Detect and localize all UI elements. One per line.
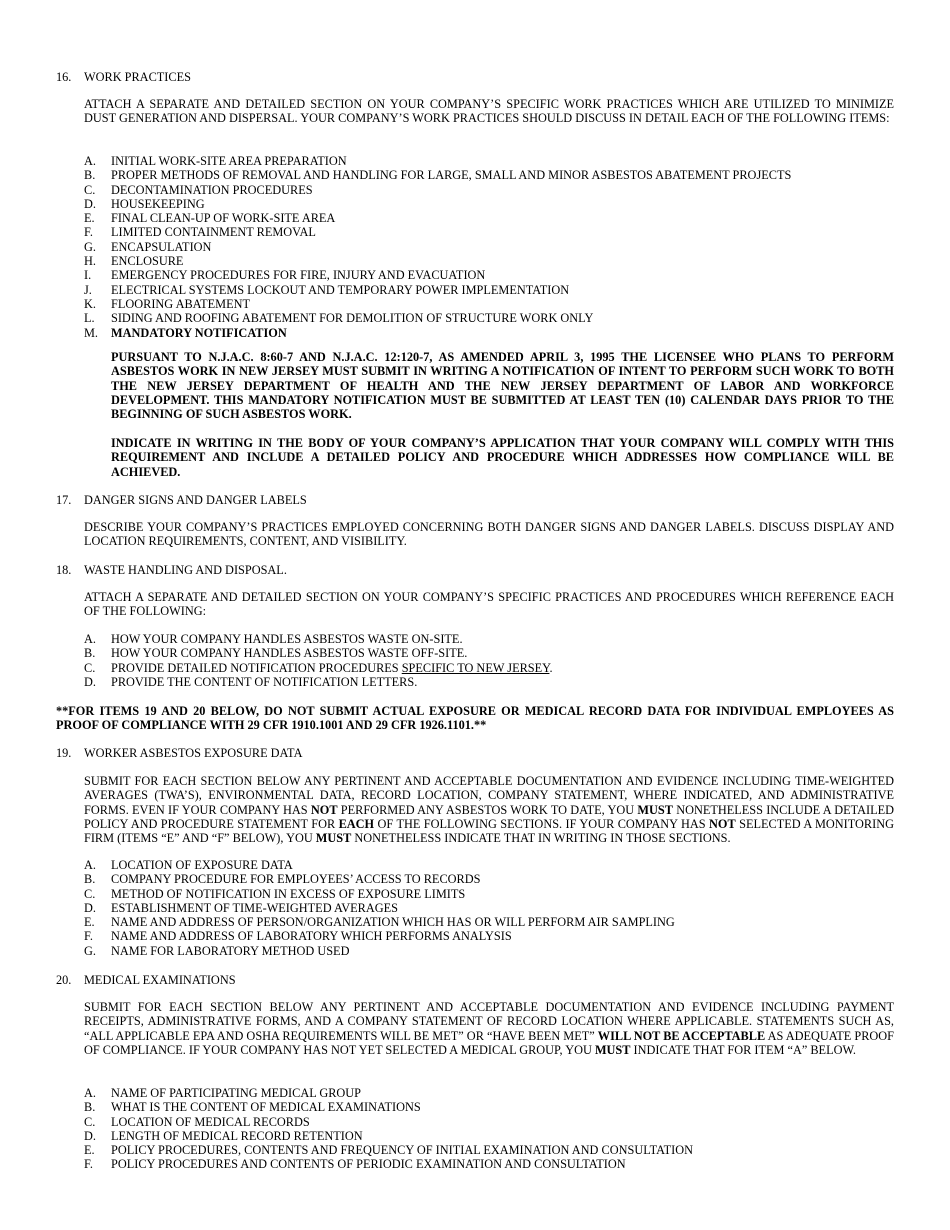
section-19-number: 19. — [56, 746, 72, 760]
list-item: L. SIDING AND ROOFING ABATEMENT FOR DEMOLITION OF STRUCTURE WORK ONLY — [84, 311, 594, 326]
section-18-intro: ATTACH A SEPARATE AND DETAILED SECTION ON YOUR COMPANY’S SPECIFIC PRACTICES AND PROCEDURES WHICH REFERENCE EACH OF THE FOLLOWING: — [84, 590, 894, 619]
list-item: G. ENCAPSULATION — [84, 239, 212, 254]
list-item: G. NAME FOR LABORATORY METHOD USED — [84, 943, 350, 958]
list-item: K. FLOORING ABATEMENT — [84, 296, 251, 311]
section-20-intro: SUBMIT FOR EACH SECTION BELOW ANY PERTINENT AND ACCEPTABLE DOCUMENTATION AND EVIDENCE INCLUDING PAYMENT RECEIPTS, ADMINISTRATIVE FORMS, AND A COMPANY STATEMENT OF RECORD LOCATION WHERE APPLICABLE. STATEMENTS SUCH AS, “ALL APPLICABLE EPA AND OSHA REQUIREMENTS WILL BE MET” OR “HAVE BEEN MET” WILL NOT BE ACCEPTABLE AS ADEQUATE PROOF OF COMPLIANCE. IF YOUR COMPANY HAS NOT YET SELECTED A MEDICAL GROUP, YOU MUST INDICATE THAT FOR ITEM “A” BELOW. — [84, 1000, 894, 1057]
mandatory-notification-paragraph-2: INDICATE IN WRITING IN THE BODY OF YOUR COMPANY’S APPLICATION THAT YOUR COMPANY WILL COMPLY WITH THIS REQUIREMENT AND INCLUDE A DETAILED POLICY AND PROCEDURE WHICH ADDRESSES HOW COMPLIANCE WILL BE ACHIEVED. — [111, 436, 894, 479]
section-20-list — [84, 1086, 693, 1172]
section-16-title: WORK PRACTICES — [84, 70, 191, 84]
list-item: D. LENGTH OF MEDICAL RECORD RETENTION — [84, 1128, 363, 1143]
list-item: M. MANDATORY NOTIFICATION — [84, 325, 287, 340]
section-16-number: 16. — [56, 70, 72, 84]
list-item: D. HOUSEKEEPING — [84, 196, 205, 211]
list-item: C. METHOD OF NOTIFICATION IN EXCESS OF EXPOSURE LIMITS — [84, 886, 466, 901]
list-item: D. PROVIDE THE CONTENT OF NOTIFICATION LETTERS. — [84, 674, 418, 689]
list-item: A. INITIAL WORK-SITE AREA PREPARATION — [84, 154, 347, 168]
list-item: C. DECONTAMINATION PROCEDURES — [84, 182, 313, 197]
section-20-title: MEDICAL EXAMINATIONS — [84, 973, 236, 987]
list-item: F. NAME AND ADDRESS OF LABORATORY WHICH PERFORMS ANALYSIS — [84, 929, 512, 944]
section-20-number: 20. — [56, 973, 72, 987]
list-item: E. POLICY PROCEDURES, CONTENTS AND FREQUENCY OF INITIAL EXAMINATION AND CONSULTATION — [84, 1143, 693, 1158]
list-item: I. EMERGENCY PROCEDURES FOR FIRE, INJURY AND EVACUATION — [84, 268, 486, 283]
section-19-list — [84, 858, 675, 958]
list-item: B. HOW YOUR COMPANY HANDLES ASBESTOS WASTE OFF-SITE. — [84, 646, 468, 661]
list-item: H. ENCLOSURE — [84, 254, 184, 269]
list-item: D. ESTABLISHMENT OF TIME-WEIGHTED AVERAGES — [84, 900, 398, 915]
section-16-intro: ATTACH A SEPARATE AND DETAILED SECTION ON YOUR COMPANY’S SPECIFIC WORK PRACTICES WHICH ARE UTILIZED TO MINIMIZE DUST GENERATION AND DISPERSAL. YOUR COMPANY’S WORK PRACTICES SHOULD DISCUSS IN DETAIL EACH OF THE FOLLOWING ITEMS: — [84, 97, 894, 126]
section-17-number: 17. — [56, 493, 72, 507]
list-item: A. HOW YOUR COMPANY HANDLES ASBESTOS WASTE ON-SITE. — [84, 632, 463, 646]
list-item: E. NAME AND ADDRESS OF PERSON/ORGANIZATION WHICH HAS OR WILL PERFORM AIR SAMPLING — [84, 915, 675, 930]
list-item: B. PROPER METHODS OF REMOVAL AND HANDLING FOR LARGE, SMALL AND MINOR ASBESTOS ABATEMENT PROJECTS — [84, 168, 792, 183]
list-item: A. NAME OF PARTICIPATING MEDICAL GROUP — [84, 1086, 362, 1100]
section-18-number: 18. — [56, 563, 72, 577]
mandatory-notification-paragraph-1: PURSUANT TO N.J.A.C. 8:60-7 AND N.J.A.C. 12:120-7, AS AMENDED APRIL 3, 1995 THE LICENSEE WHO PLANS TO PERFORM ASBESTOS WORK IN NEW JERSEY MUST SUBMIT IN WRITING A NOTIFICATION OF INTENT TO PERFORM SUCH WORK TO BOTH THE NEW JERSEY DEPARTMENT OF HEALTH AND THE NEW JERSEY DEPARTMENT OF LABOR AND WORKFORCE DEVELOPMENT. THIS MANDATORY NOTIFICATION MUST BE SUBMITTED AT LEAST TEN (10) CALENDAR DAYS PRIOR TO THE BEGINNING OF SUCH ASBESTOS WORK. — [111, 350, 894, 422]
list-item: B. WHAT IS THE CONTENT OF MEDICAL EXAMINATIONS — [84, 1100, 421, 1115]
list-item: A. LOCATION OF EXPOSURE DATA — [84, 858, 293, 872]
list-item: J. ELECTRICAL SYSTEMS LOCKOUT AND TEMPORARY POWER IMPLEMENTATION — [84, 282, 570, 297]
section-18-list — [84, 632, 553, 689]
section-17-title: DANGER SIGNS AND DANGER LABELS — [84, 493, 307, 507]
list-item: F. LIMITED CONTAINMENT REMOVAL — [84, 225, 316, 240]
list-item: C. LOCATION OF MEDICAL RECORDS — [84, 1114, 310, 1129]
section-19-title: WORKER ASBESTOS EXPOSURE DATA — [84, 746, 303, 760]
underlined-text: SPECIFIC TO NEW JERSEY — [401, 660, 550, 675]
list-item: E. FINAL CLEAN-UP OF WORK-SITE AREA — [84, 211, 336, 226]
list-item: B. COMPANY PROCEDURE FOR EMPLOYEES’ ACCESS TO RECORDS — [84, 872, 481, 887]
section-18-title: WASTE HANDLING AND DISPOSAL. — [84, 563, 287, 577]
section-16-list — [84, 154, 791, 340]
compliance-notice: **FOR ITEMS 19 AND 20 BELOW, DO NOT SUBMIT ACTUAL EXPOSURE OR MEDICAL RECORD DATA FOR INDIVIDUAL EMPLOYEES AS PROOF OF COMPLIANCE WITH 29 CFR 1910.1001 AND 29 CFR 1926.1101.** — [56, 704, 894, 733]
list-item: F. POLICY PROCEDURES AND CONTENTS OF PERIODIC EXAMINATION AND CONSULTATION — [84, 1157, 626, 1172]
section-17-intro: DESCRIBE YOUR COMPANY’S PRACTICES EMPLOYED CONCERNING BOTH DANGER SIGNS AND DANGER LABELS. DISCUSS DISPLAY AND LOCATION REQUIREMENTS, CONTENT, AND VISIBILITY. — [84, 520, 894, 549]
list-item: C. PROVIDE DETAILED NOTIFICATION PROCEDURES SPECIFIC TO NEW JERSEY. — [84, 660, 553, 675]
section-19-intro: SUBMIT FOR EACH SECTION BELOW ANY PERTINENT AND ACCEPTABLE DOCUMENTATION AND EVIDENCE INCLUDING TIME-WEIGHTED AVERAGES (TWA’S), ENVIRONMENTAL DATA, RECORD LOCATION, COMPANY STATEMENT, WHERE INDICATED, AND ADMINISTRATIVE FORMS. EVEN IF YOUR COMPANY HAS NOT PERFORMED ANY ASBESTOS WORK TO DATE, YOU MUST NONETHELESS INCLUDE A DETAILED POLICY AND PROCEDURE STATEMENT FOR EACH OF THE FOLLOWING SECTIONS. IF YOUR COMPANY HAS NOT SELECTED A MONITORING FIRM (ITEMS “E” AND “F” BELOW), YOU MUST NONETHELESS INDICATE THAT IN WRITING IN THOSE SECTIONS. — [84, 774, 894, 846]
